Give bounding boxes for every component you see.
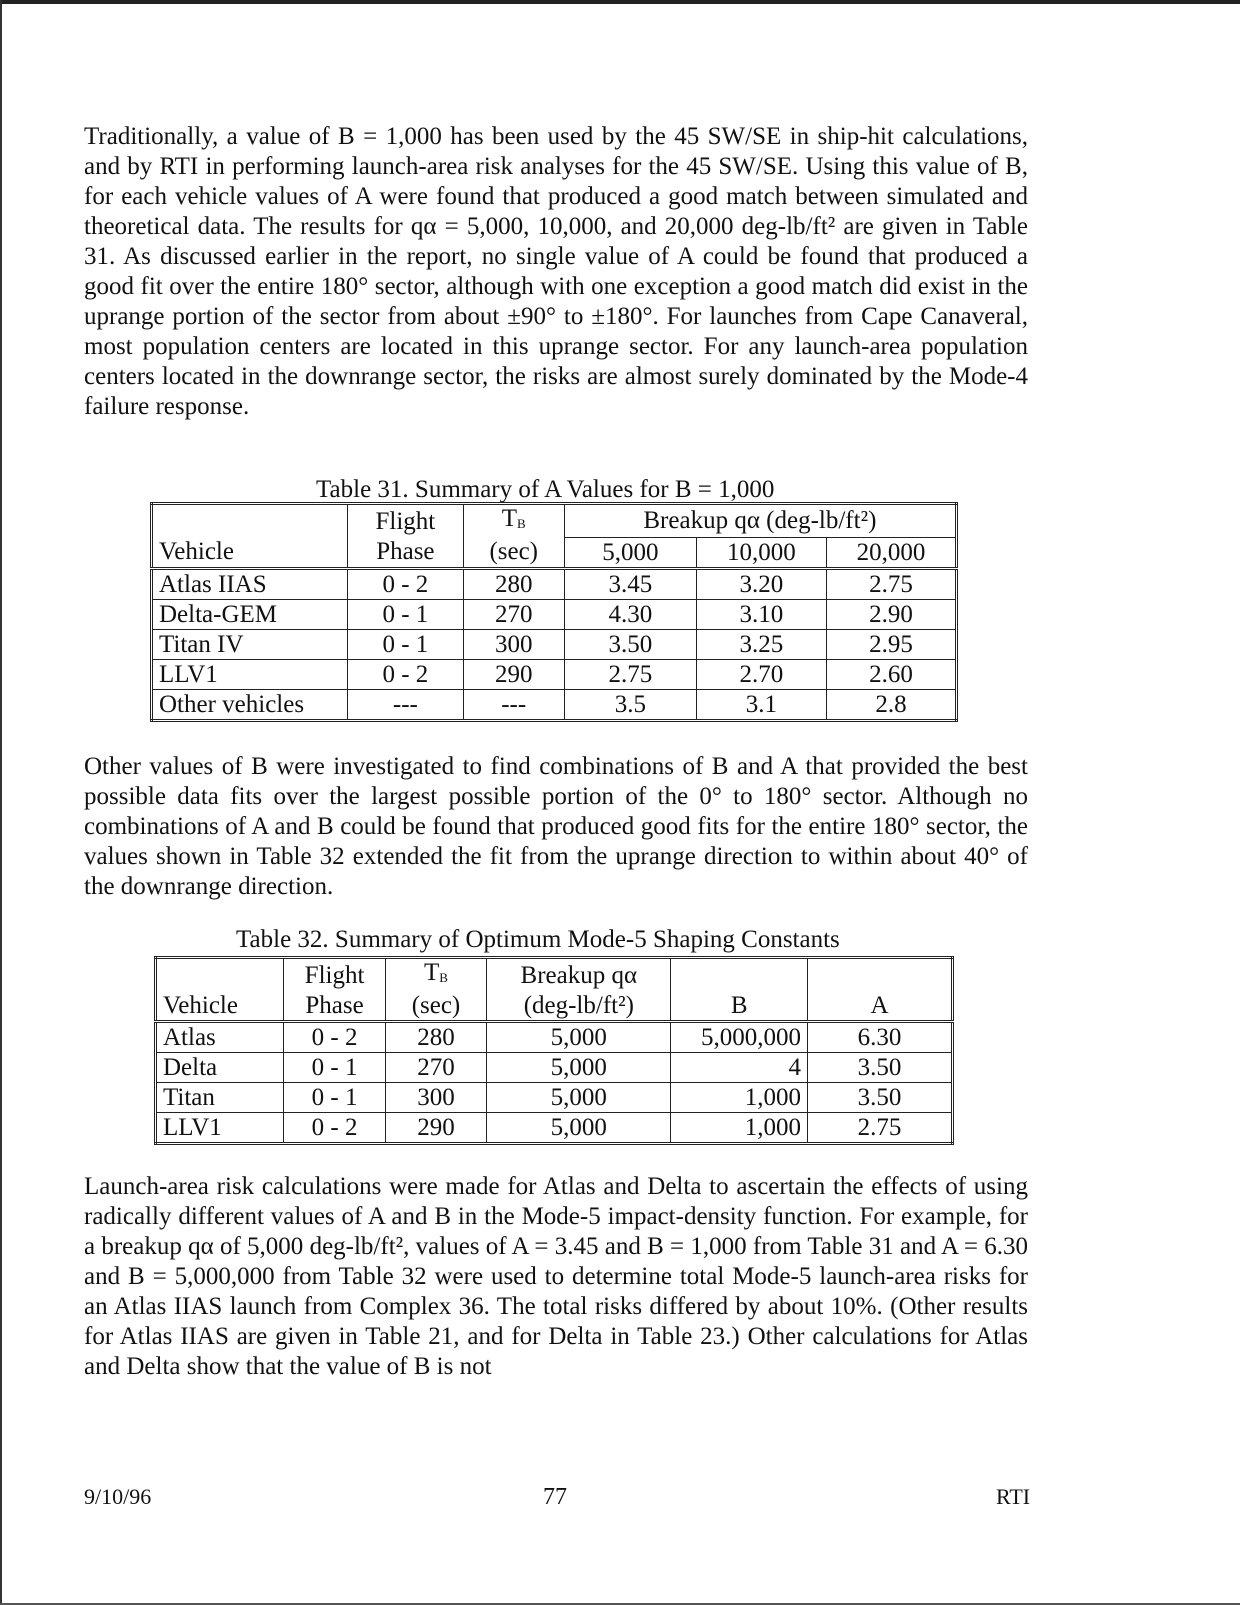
table-row: Titan 0 - 1 300 5,000 1,000 3.50 [156,1083,953,1113]
table-row: Titan IV 0 - 1 300 3.50 3.25 2.95 [152,629,957,659]
table31 [150,502,958,722]
table32-header-a: A [808,991,953,1022]
table32-header-row1 [156,958,953,992]
table32-header-breakup2: (deg-lb/ft²) [487,991,671,1022]
page-number: 77 [543,1484,567,1510]
table31-header-row1 [152,504,957,538]
footer-date: 9/10/96 [84,1484,152,1509]
table31-header-q3: 20,000 [826,537,956,568]
table31-header-q2: 10,000 [696,537,826,568]
table31-header-phase: Phase [348,537,464,568]
table-row: Atlas IIAS 0 - 2 280 3.45 3.20 2.75 [152,568,957,599]
table32 [154,956,954,1145]
table32-header-vehicle: Vehicle [156,991,284,1022]
table-row: Delta 0 - 1 270 5,000 4 3.50 [156,1053,953,1083]
footer-organization: RTI [996,1484,1031,1509]
table-row: Delta-GEM 0 - 1 270 4.30 3.10 2.90 [152,599,957,629]
table31-header-sec: (sec) [463,537,564,568]
table-row: LLV1 0 - 2 290 5,000 1,000 2.75 [156,1113,953,1144]
table31-header-breakup: Breakup qα (deg-lb/ft²) [564,504,956,538]
table31-header-row2 [152,537,957,568]
table32-header-phase: Phase [284,991,385,1022]
table31-caption: Table 31. Summary of A Values for B = 1,000 [316,476,775,503]
table31-header-flight: Flight [348,504,464,538]
scan-top-edge [0,0,1240,4]
table32-header-row2 [156,991,953,1022]
scan-left-edge [0,0,2,1605]
table31-header-tb: $T_B$ [463,504,564,538]
table32-header-tb: $T_B$ [385,958,486,992]
table31-header-q1: 5,000 [564,537,696,568]
table-row: Atlas 0 - 2 280 5,000 5,000,000 6.30 [156,1022,953,1053]
table-row: LLV1 0 - 2 290 2.75 2.70 2.60 [152,659,957,689]
table32-header-flight: Flight [284,958,385,992]
table32-header-sec: (sec) [385,991,486,1022]
table32-header-breakup1: Breakup qα [487,958,671,992]
table31-header-vehicle: Vehicle [152,537,348,568]
table-row: Other vehicles --- --- 3.5 3.1 2.8 [152,689,957,720]
table32-caption: Table 32. Summary of Optimum Mode-5 Shaping Constants [236,926,840,953]
table32-header-b: B [671,991,808,1022]
paragraph-intro: Traditionally, a value of B = 1,000 has been used by the 45 SW/SE in ship-hit calculations, and by RTI in performing launch-area risk analyses for the 45 SW/SE. Using this value of B, for each vehicle values of A were found that produced a good match between simulated and theoretical data. The results for qα = 5,000, 10,000, and 20,000 deg-lb/ft² are given in Table 31. As discussed earlier in the report, no single value of A could be found that produced a good fit over the entire 180° sector, although with one exception a good match did exist in the uprange portion of the sector from about ±90° to ±180°. For launches from Cape Canaveral, most population centers are located in this uprange sector. For any launch-area population centers located in the downrange sector, the risks are almost surely dominated by the Mode-4 failure response. [84,123,1028,420]
paragraph-risk-calculations: Launch-area risk calculations were made for Atlas and Delta to ascertain the effects of using radically different values of A and B in the Mode-5 impact-density function. For example, for a breakup qα of 5,000 deg-lb/ft², values of A = 3.45 and B = 1,000 from Table 31 and A = 6.30 and B = 5,000,000 from Table 32 were used to determine total Mode-5 launch-area risks for an Atlas IIAS launch from Complex 36. The total risks differed by about 10%. (Other results for Atlas IIAS are given in Table 21, and for Delta in Table 23.) Other calculations for Atlas and Delta show that the value of B is not [84,1173,1028,1380]
paragraph-other-values: Other values of B were investigated to find combinations of B and A that provided the best possible data fits over the largest possible portion of the 0° to 180° sector. Although no combinations of A and B could be found that produced good fits for the entire 180° sector, the values shown in Table 32 extended the fit from the uprange direction to within about 40° of the downrange direction. [84,753,1028,900]
